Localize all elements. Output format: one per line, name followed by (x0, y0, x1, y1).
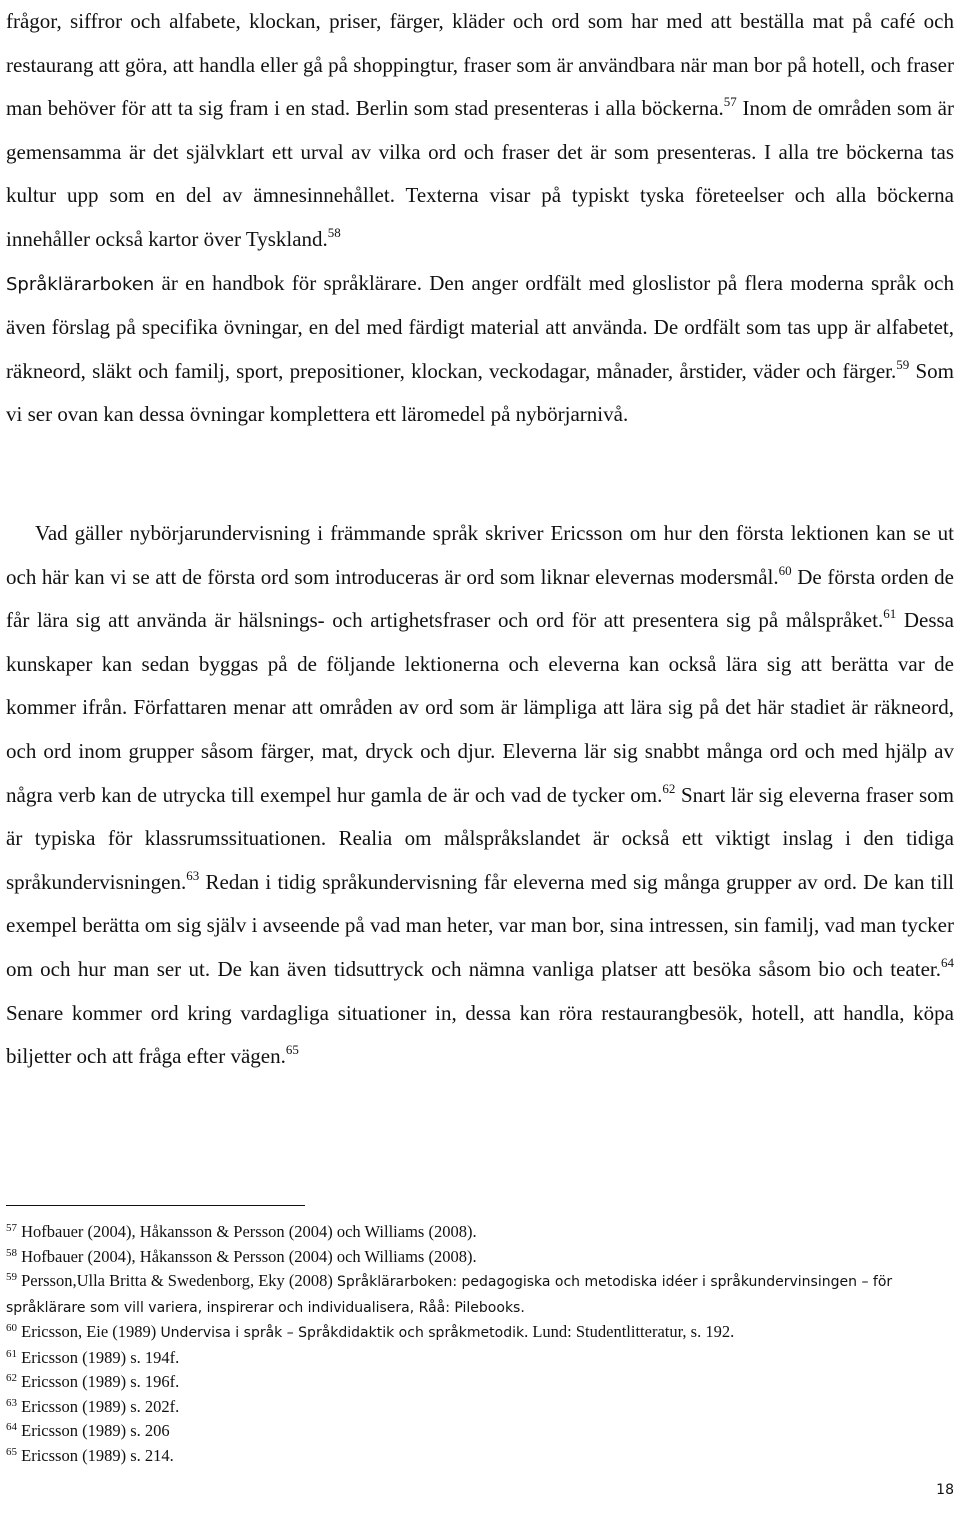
footnote-number: 59 (6, 1271, 17, 1283)
footnote-ref: 65 (285, 1042, 299, 1058)
text-run: Vad gäller nybörjarundervisning i främmande språk skriver Ericsson om hur den första lektionen kan se ut och här kan vi se att de första ord som introduceras är ord som liknar elevernas modersmål. (6, 521, 954, 589)
footnote-number: 61 (6, 1347, 17, 1360)
footnote-title: Språklärarboken: pedagogiska och metodiska idéer i språkundervinsingen – för språklärare som vill variera, inspirerar och individualisera (6, 1274, 893, 1316)
footnote-ref: 62 (662, 780, 676, 796)
footnote (6, 1245, 954, 1270)
footnote-ref: 60 (778, 562, 792, 578)
text-run: är en handbok för språklärare. Den anger ordfält med gloslistor på flera moderna språk och även förslag på specifika övningar, en del med färdigt material att använda. De ordfält som tas upp är alfabetet, räkneord, släkt och familj, sport, prepositioner, klockan, veckodagar, månader, årstider, väder och färger. (6, 270, 954, 383)
footnote-text: Ericsson (1989) s. 202f. (17, 1396, 180, 1416)
book-title: Språklärarboken (6, 273, 155, 295)
footnote-number: 65 (6, 1445, 17, 1458)
footnote (6, 1269, 954, 1320)
text-run: Inom de områden som är gemensamma är det självklart ett urval av vilka ord och fraser det är som presenteras. I alla tre böckerna tas kultur upp som en del av ämnesinnehållet. Texterna visar på typiskt tyska företeelser och alla böckerna innehåller också kartor över Tyskland. (6, 96, 954, 251)
footnote-separator (6, 1205, 305, 1206)
footnote (6, 1444, 954, 1469)
footnote-number: 63 (6, 1396, 17, 1409)
text-run: Snart lär sig eleverna fraser som är typiska för klassrumssituationen. Realia om målspråkslandet är också ett viktigt inslag i den tidiga språkundervisningen. (6, 782, 954, 894)
footnote-ref: 58 (327, 224, 341, 240)
footnote-ref: 59 (896, 356, 910, 372)
footnote-number: 58 (6, 1246, 17, 1259)
footnote-number: 64 (6, 1421, 17, 1433)
text-run: Som vi ser ovan kan dessa övningar komplettera ett läromedel på nybörjarnivå. (6, 358, 954, 427)
body-paragraph (6, 0, 954, 437)
footnotes (6, 1220, 954, 1468)
footnote-number: 57 (6, 1222, 17, 1234)
footnote (6, 1370, 954, 1395)
footnote-title: Undervisa i språk – Språkdidaktik och språkmetodik (160, 1325, 525, 1341)
text-run: frågor, siffror och alfabete, klockan, priser, färger, kläder och ord som har med att beställa mat på café och restaurang att göra, att handla eller gå på shoppingtur, fraser som är användbara när man bor på hotell, och fraser man behöver för att ta sig fram i en stad. Berlin som stad presenteras i alla böckerna. (6, 9, 954, 121)
footnote-text: , Råå: Pilebooks. (409, 1299, 525, 1316)
footnote (6, 1419, 954, 1444)
footnote-ref: 61 (883, 606, 897, 622)
footnote-number: 60 (6, 1322, 17, 1334)
footnote-text: Hofbauer (2004), Håkansson & Persson (2004) och Williams (2008). (17, 1246, 477, 1266)
footnote-text: Persson,Ulla Britta & Swedenborg, Eky (2008) (17, 1271, 338, 1290)
text-run: Senare kommer ord kring vardagliga situationer in, dessa kan röra restaurangbesök, hotell, att handla, köpa biljetter och att fråga efter vägen. (6, 1000, 954, 1069)
footnote (6, 1220, 954, 1245)
footnote (6, 1395, 954, 1420)
page-number: 18 (936, 1482, 954, 1498)
footnote-text: Ericsson (1989) s. 194f. (17, 1347, 180, 1367)
footnote-ref: 64 (941, 954, 954, 970)
text-run: Redan i tidig språkundervisning får eleverna med sig många grupper av ord. De kan till exempel berätta om sig själv i avseende på vad man heter, var man bor, sina intressen, sin familj, vad man tycker om och hur man ser ut. De kan även tidsuttryck och nämna vanliga platser att besöka såsom bio och teater. (6, 869, 954, 981)
footnote (6, 1346, 954, 1371)
footnote-text: Ericsson (1989) s. 206 (17, 1421, 170, 1440)
text-run: De första orden de får lära sig att använda är hälsnings- och artighetsfraser och ord för att presentera sig på målspråket. (6, 564, 955, 633)
text-run: Dessa kunskaper kan sedan byggas på de följande lektionerna och eleverna kan också lära sig att berätta var de kommer ifrån. Författaren menar att områden av ord som är lämpliga att lära sig på det här stadiet är räkneord, och ord inom grupper såsom färger, mat, dryck och djur. Eleverna lär sig snabbt många ord och med hjälp av några verb kan de utrycka till exempel hur gamla de är och vad de tycker om. (6, 608, 955, 807)
body-paragraph (6, 512, 954, 1079)
footnote-text: Ericsson, Eie (1989) (17, 1322, 161, 1341)
footnote-text: Hofbauer (2004), Håkansson & Persson (2004) och Williams (2008). (17, 1222, 477, 1241)
footnote-text: Ericsson (1989) s. 214. (17, 1445, 174, 1465)
footnote-ref: 57 (723, 94, 737, 110)
footnote-ref: 63 (186, 867, 200, 883)
footnote-text: Ericsson (1989) s. 196f. (17, 1372, 180, 1391)
footnote-text: . Lund: Studentlitteratur, s. 192. (524, 1322, 735, 1341)
footnote-number: 62 (6, 1372, 17, 1384)
footnote (6, 1320, 954, 1346)
